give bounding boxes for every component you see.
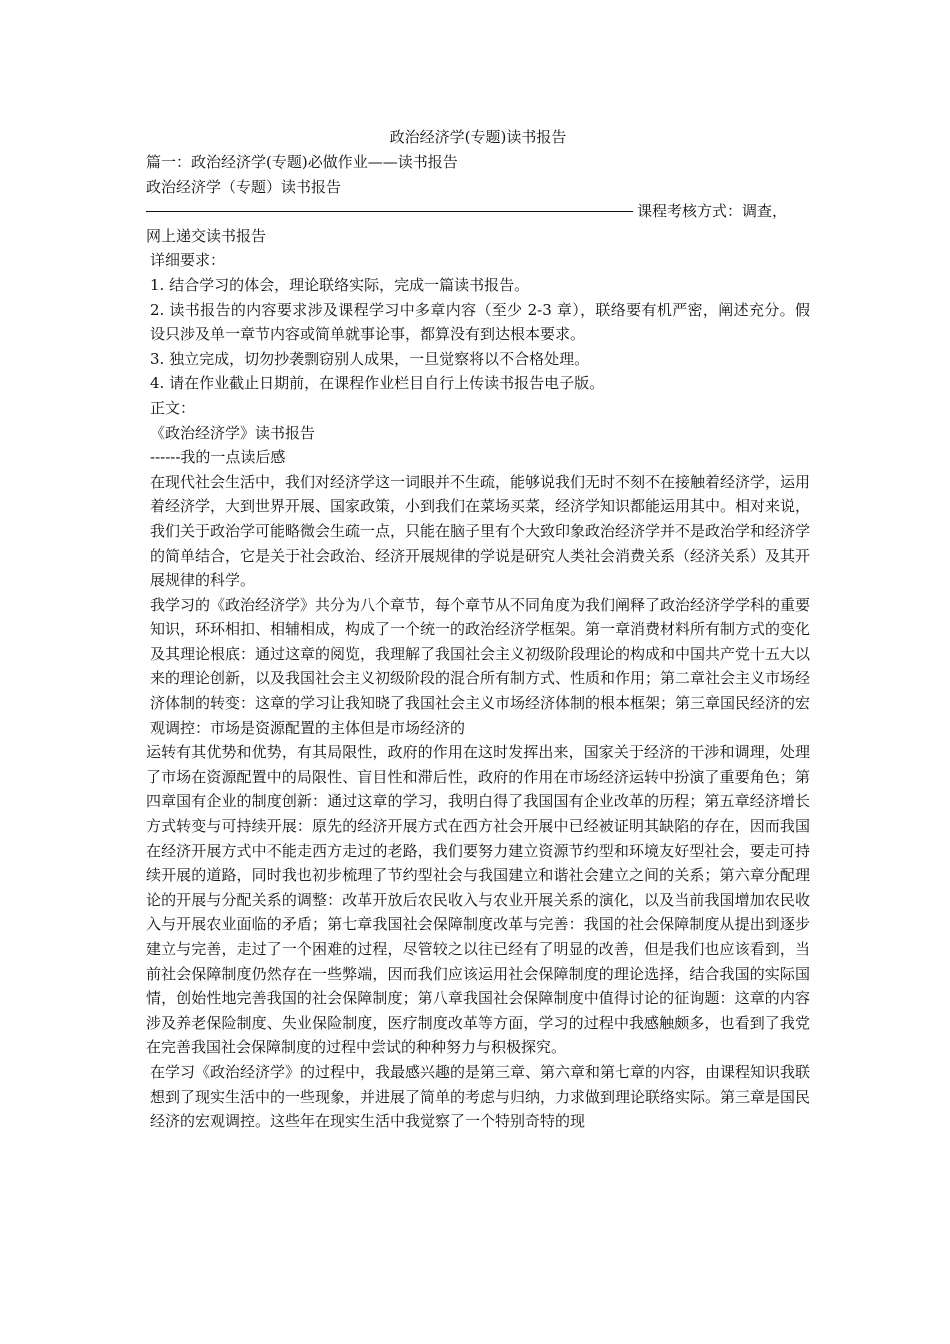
body-paragraph-1: 在现代社会生活中，我们对经济学这一词眼并不生疏，能够说我们无时不刻不在接触着经济学，运用着经济学，大到世界开展、国家政策，小到我们在菜场买菜，经济学知识都能运用其中。相对来说，我们关于政治学可能略微会生疏一点，只能在脑子里有个大致印象政治经济学并不是政治学和经济学的简单结合，它是关于社会政治、经济开展规律的学说是研究人类社会消费关系（经济关系）及其开展规律的科学。 xyxy=(150,472,811,590)
body-paragraph-4: 在学习《政治经济学》的过程中，我最感兴趣的是第三章、第六章和第七章的内容，由课程知识我联想到了现实生活中的一些现象，并进展了简单的考虑与归纳，力求做到理论联络实际。第三章是国民经济的宏观调控。这些年在现实生活中我觉察了一个特别奇特的现 xyxy=(150,1062,811,1131)
subtitle-line-2: 政治经济学（专题）读书报告 xyxy=(146,177,342,196)
body-paragraph-3: 运转有其优势和优势，有其局限性，政府的作用在这时发挥出来，国家关于经济的干涉和调理，处理了市场在资源配置中的局限性、盲目性和滞后性，政府的作用在市场经济运转中扮演了重要角色；第四章国有企业的制度创新：通过这章的学习，我明白得了我国国有企业改革的历程；第五章经济增长方式转变与可持续开展：原先的经济开展方式在西方社会开展中已经被证明其缺陷的存在，因而我国在经济开展方式中不能走西方走过的老路，我们要努力建立资源节约型和环境友好型社会，要走可持续开展的道路，同时我也初步梳理了节约型社会与我国建立和谐社会建立之间的关系；第六章分配理论的开展与分配关系的调整：改革开放后农民收入与农业开展关系的演化，以及当前我国增加农民收入与开展农业面临的矛盾；第七章我国社会保障制度改革与完善：我国的社会保障制度从提出到逐步建立与完善，走过了一个困难的过程，尽管较之以往已经有了明显的改善，但是我们也应该看到，当前社会保障制度仍然存在一些弊端，因而我们应该运用社会保障制度的理论选择，结合我国的实际国情，创始性地完善我国的社会保障制度；第八章我国社会保障制度中值得讨论的征询题：这章的内容涉及养老保险制度、失业保险制度，医疗制度改革等方面，学习的过程中我感触颇多，也看到了我党在完善我国社会保障制度的过程中尝试的种种努力与积极探究。 xyxy=(146,743,810,1057)
body-paragraph-2: 我学习的《政治经济学》共分为八个章节，每个章节从不同角度为我们阐释了政治经济学学科的重要知识，环环相扣、相辅相成，构成了一个统一的政治经济学框架。第一章消费材料所有制方式的变化及其理论根底：通过这章的阅览，我理解了我国社会主义初级阶段理论的构成和中国共产党十五大以来的理论创新，以及我国社会主义初级阶段的混合所有制方式、性质和作用；第二章社会主义市场经济体制的转变：这章的学习让我知晓了我国社会主义市场经济体制的根本框架；第三章国民经济的宏观调控：市场是资源配置的主体但是市场经济的 xyxy=(150,595,811,737)
assessment-method-head: 课程考核方式：调查， xyxy=(637,202,788,221)
document-title: 政治经济学(专题)读书报告 xyxy=(389,128,567,146)
requirement-2: 2. 读书报告的内容要求涉及课程学习中多章内容（至少 2-3 章），联络要有机严密，阐述充分。假设只涉及单一章节内容或简单就事论事，都算没有到达根本要求。 xyxy=(150,300,810,344)
requirement-4: 4. 请在作业截止日期前，在课程作业栏目自行上传读书报告电子版。 xyxy=(150,374,605,393)
subtitle-line-1: 篇一：政治经济学(专题)必做作业——读书报告 xyxy=(146,153,458,171)
assessment-method-tail: 网上递交读书报告 xyxy=(146,226,267,245)
assessment-row xyxy=(146,199,810,224)
requirements-label: 详细要求： xyxy=(150,251,226,270)
requirement-1: 1. 结合学习的体会，理论联络实际，完成一篇读书报告。 xyxy=(150,275,530,294)
body-label: 正文： xyxy=(150,398,196,417)
report-title: 《政治经济学》读书报告 xyxy=(150,423,316,442)
horizontal-rule xyxy=(146,211,633,212)
document-page xyxy=(146,124,810,1134)
requirement-3: 3. 独立完成，切勿抄袭剽窃别人成果，一旦觉察将以不合格处理。 xyxy=(150,349,590,368)
report-subtitle: ------我的一点读后感 xyxy=(150,448,286,467)
